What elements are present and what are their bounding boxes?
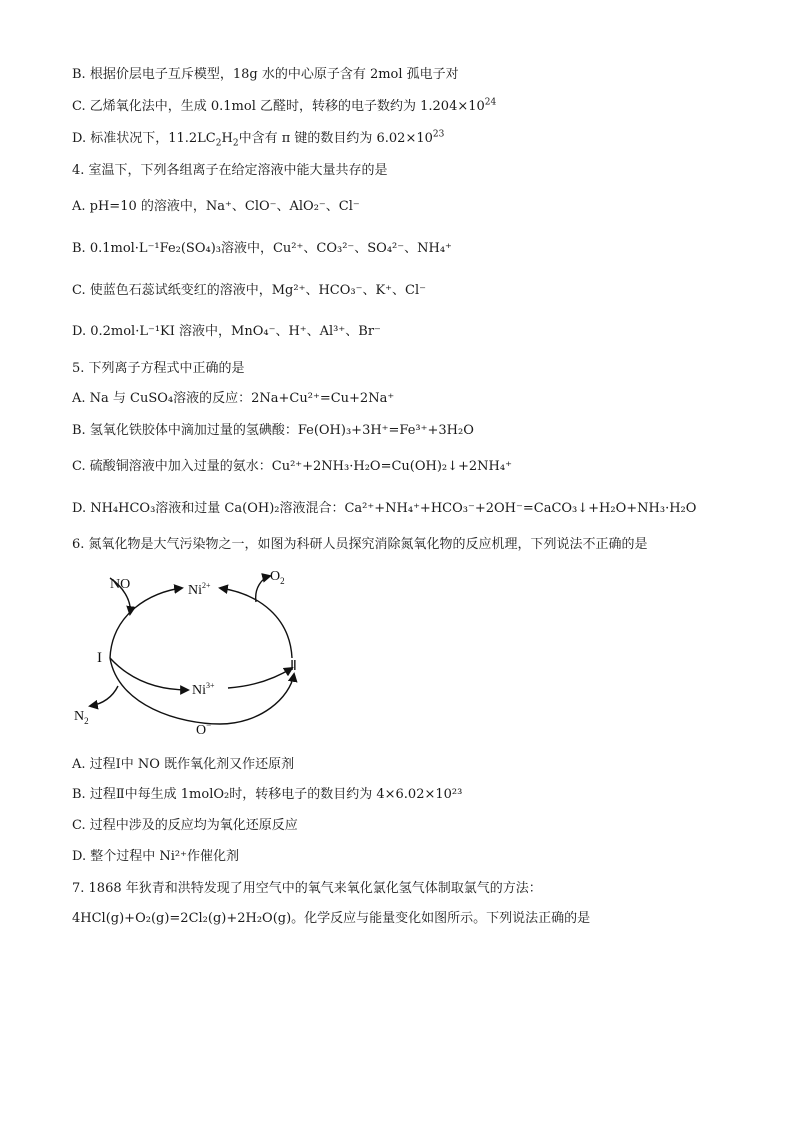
label-process-i: I <box>97 650 102 666</box>
q5-option-a: A. Na 与 CuSO₄溶液的反应：2Na+Cu²⁺=Cu+2Na⁺ <box>72 391 395 406</box>
q7-stem: 7. 1868 年狄青和洪特发现了用空气中的氧气来氧化氯化氢气体制取氯气的方法： <box>72 881 542 896</box>
q4-option-b: B. 0.1mol·L⁻¹Fe₂(SO₄)₃溶液中，Cu²⁺、CO₃²⁻、SO₄²⁻、NH₄⁺ <box>72 241 452 256</box>
label-o2: $O_2$ <box>270 569 285 586</box>
label-o-minus: O− <box>196 720 212 738</box>
q3-option-b: B. 根据价层电子互斥模型，18g 水的中心原子含有 2mol 孤电子对 <box>72 67 459 82</box>
q4-option-d: D. 0.2mol·L⁻¹KI 溶液中，MnO₄⁻、H⁺、Al³⁺、Br⁻ <box>72 324 381 339</box>
q7-equation: 4HCl(g)+O₂(g)=2Cl₂(g)+2H₂O(g)。化学反应与能量变化如图所示。下列说法正确的是 <box>72 911 591 926</box>
q4-option-c: C. 使蓝色石蕊试纸变红的溶液中，Mg²⁺、HCO₃⁻、K⁺、Cl⁻ <box>72 283 427 298</box>
q6-option-b: B. 过程Ⅱ中每生成 1molO₂时，转移电子的数目约为 4×6.02×10²³ <box>72 787 463 802</box>
cycle-arc-top-left <box>110 588 182 658</box>
label-n2: $N_2$ <box>74 709 89 726</box>
q5-option-d: D. NH₄HCO₃溶液和过量 Ca(OH)₂溶液混合：Ca²⁺+NH₄⁺+HCO₃⁻+2OH⁻=CaCO₃↓+H₂O+NH₃·H₂O <box>72 501 697 516</box>
arrow-n2-out <box>90 686 118 706</box>
q4-option-a: A. pH=10 的溶液中，Na⁺、ClO⁻、AlO₂⁻、Cl⁻ <box>72 199 360 214</box>
label-process-ii: Ⅱ <box>290 659 297 674</box>
label-ni2: $Ni^{2+}$ <box>188 581 211 598</box>
q6-option-a: A. 过程Ⅰ中 NO 既作氧化剂又作还原剂 <box>72 757 295 772</box>
q5-stem: 5. 下列离子方程式中正确的是 <box>72 361 245 376</box>
label-no: NO <box>110 577 131 592</box>
q6-option-c: C. 过程中涉及的反应均为氧化还原反应 <box>72 818 298 833</box>
q3-option-d: D. 标准状况下，$11.2LC_2H_2$中含有 π 键的数目约为 $6.02\times 10^{23}$ <box>72 129 445 149</box>
q3-option-c: C. 乙烯氧化法中，生成 0.1mol 乙醛时，转移的电子数约为 $1.204\times 10^{24}$ <box>72 97 497 114</box>
q6-stem: 6. 氮氧化物是大气污染物之一，如图为科研人员探究消除氮氧化物的反应机理，下列说法不正确的是 <box>72 537 648 552</box>
arrow-o2-out <box>256 576 270 602</box>
reaction-mechanism-diagram <box>70 566 310 744</box>
q5-option-c: C. 硫酸铜溶液中加入过量的氨水：Cu²⁺+2NH₃·H₂O=Cu(OH)₂↓+2NH₄⁺ <box>72 459 512 474</box>
q6-option-d: D. 整个过程中 Ni²⁺作催化剂 <box>72 849 239 864</box>
q4-stem: 4. 室温下，下列各组离子在给定溶液中能大量共存的是 <box>72 163 388 178</box>
q5-option-b: B. 氢氧化铁胶体中滴加过量的氢碘酸：Fe(OH)₃+3H⁺=Fe³⁺+3H₂O <box>72 423 474 438</box>
arrow-ni3-to-ii <box>228 668 292 688</box>
label-ni3: $Ni^{3+}$ <box>192 681 215 698</box>
